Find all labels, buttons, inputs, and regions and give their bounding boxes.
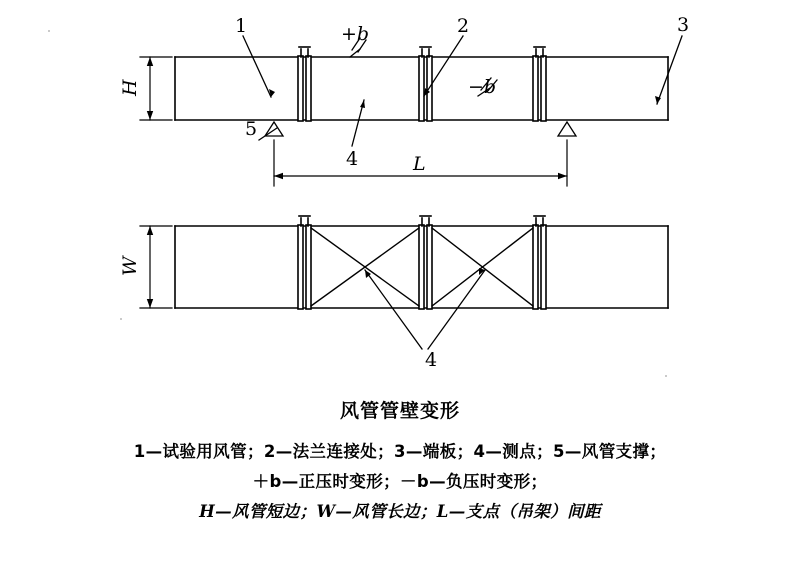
legend-line-1: 1—试验用风管；2—法兰连接处；3—端板；4—测点；5—风管支撑； xyxy=(133,442,667,461)
bottom-flange-2 xyxy=(419,216,432,309)
figure-title: 风管管壁变形 xyxy=(339,400,460,422)
dimension-label-h: H xyxy=(119,79,141,96)
dimension-w xyxy=(140,226,172,308)
dimension-label-l: L xyxy=(413,153,426,175)
top-flange-2 xyxy=(419,47,432,121)
legend-line-2: ＋b—正压时变形；－b—负压时变形； xyxy=(252,472,548,491)
callout-label-1: 1 xyxy=(235,15,248,37)
bottom-flange-1 xyxy=(298,216,311,309)
dimension-h xyxy=(140,57,172,120)
support-right xyxy=(558,122,576,136)
bottom-flange-3 xyxy=(533,216,546,309)
dimension-label-w: W xyxy=(119,256,141,276)
leader-4-top xyxy=(352,100,365,146)
legend-line-3: H—风管短边；W—风管长边；L—支点（吊架）间距 xyxy=(199,502,601,521)
callout-label-5: 5 xyxy=(245,118,258,140)
callout-label-3: 3 xyxy=(677,14,690,36)
leader-1 xyxy=(243,36,275,97)
callout-label-2: 2 xyxy=(457,15,470,37)
callout-label-4-bottom: 4 xyxy=(425,349,438,371)
top-flange-3 xyxy=(533,47,546,121)
deformation-label-negative: −b xyxy=(468,76,497,98)
figure-caption xyxy=(0,396,800,527)
callout-label-4-top: 4 xyxy=(346,148,359,170)
top-flange-1 xyxy=(298,47,311,121)
deformation-label-positive: +b xyxy=(341,23,370,45)
